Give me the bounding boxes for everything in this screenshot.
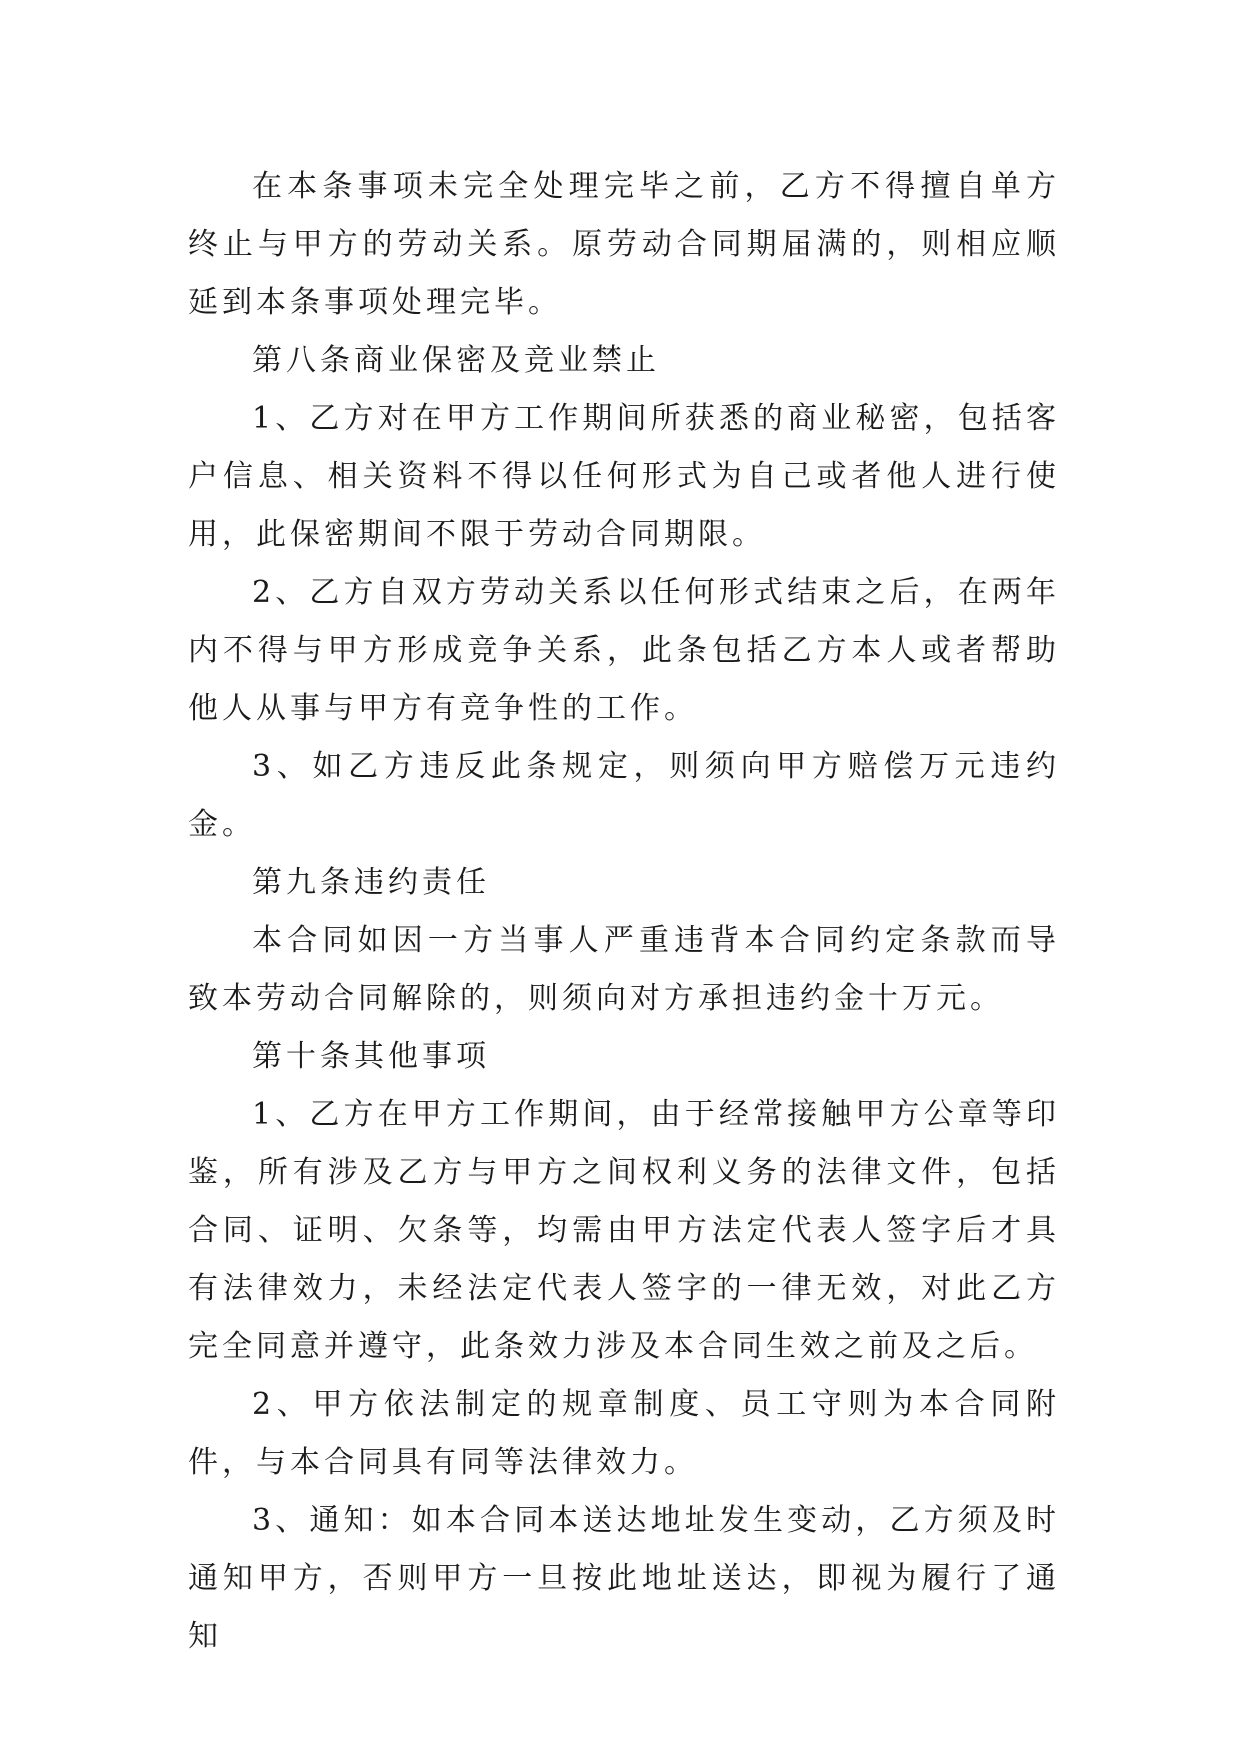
paragraph-article-10-item-3: 3、通知：如本合同本送达地址发生变动，乙方须及时通知甲方，否则甲方一旦按此地址送达，即视为履行了通知	[188, 1503, 1060, 1654]
paragraph-article-10-item-1: 1、乙方在甲方工作期间，由于经常接触甲方公章等印鉴，所有涉及乙方与甲方之间权利义务的法律文件，包括合同、证明、欠条等，均需由甲方法定代表人签字后才具有法律效力，未经法定代表人签字的一律无效，对此乙方完全同意并遵守，此条效力涉及本合同生效之前及之后。	[188, 1097, 1060, 1364]
paragraph-article-8-item-2: 2、乙方自双方劳动关系以任何形式结束之后，在两年内不得与甲方形成竞争关系，此条包括乙方本人或者帮助他人从事与甲方有竞争性的工作。	[188, 575, 1060, 726]
paragraph-article-10-item-2: 2、甲方依法制定的规章制度、员工守则为本合同附件，与本合同具有同等法律效力。	[188, 1387, 1060, 1480]
paragraph-article-9-body: 本合同如因一方当事人严重违背本合同约定条款而导致本劳动合同解除的，则须向对方承担违约金十万元。	[188, 923, 1060, 1016]
paragraph-article-8-item-3: 3、如乙方违反此条规定，则须向甲方赔偿万元违约金。	[188, 749, 1060, 842]
heading-article-9: 第九条违约责任	[252, 865, 490, 900]
paragraph-clause-continuation: 在本条事项未完全处理完毕之前，乙方不得擅自单方终止与甲方的劳动关系。原劳动合同期届满的，则相应顺延到本条事项处理完毕。	[188, 169, 1060, 320]
document-body	[188, 158, 1060, 1666]
paragraph-article-8-item-1: 1、乙方对在甲方工作期间所获悉的商业秘密，包括客户信息、相关资料不得以任何形式为自己或者他人进行使用，此保密期间不限于劳动合同期限。	[188, 401, 1060, 552]
heading-article-8: 第八条商业保密及竞业禁止	[252, 343, 660, 378]
heading-article-10: 第十条其他事项	[252, 1039, 490, 1074]
